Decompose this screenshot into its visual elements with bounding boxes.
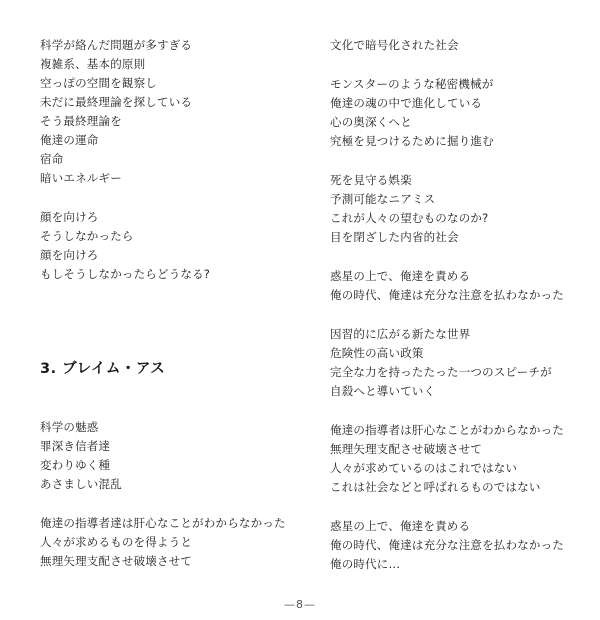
lyric-line: 変わりゆく種 — [40, 458, 111, 472]
lyric-line: 自殺へと導いていく — [330, 384, 436, 398]
lyric-line: 空っぽの空間を観察し — [40, 76, 157, 90]
lyric-line: 俺達の運命 — [40, 133, 99, 147]
lyric-line: 無理矢理支配させ破壊させて — [330, 442, 483, 456]
lyric-line: 人々が求めるものを得ようと — [40, 535, 193, 549]
section-heading: 3. ブレイム・アス — [40, 361, 166, 377]
lyric-line: 予測可能なニアミス — [330, 192, 436, 206]
lyric-line: 目を閉ざした内省的社会 — [330, 230, 459, 244]
lyric-line: そうしなかったら — [40, 229, 134, 243]
lyric-line: 顔を向けろ — [40, 210, 99, 224]
lyric-line: もしそうしなかったらどうなる? — [40, 267, 211, 281]
lyric-line: 惑星の上で、俺達を責める — [330, 269, 471, 283]
lyric-line: 俺の時代、俺達は充分な注意を払わなかった — [330, 288, 564, 302]
lyric-line: 顔を向けろ — [40, 248, 99, 262]
lyric-line: 因習的に広がる新たな世界 — [330, 327, 471, 341]
lyric-line: 人々が求めているのはこれではない — [330, 461, 518, 475]
lyric-line: 俺の時代、俺達は充分な注意を払わなかった — [330, 538, 564, 552]
lyric-line: あさましい混乱 — [40, 477, 122, 491]
lyric-line: 完全な力を持ったたった一つのスピーチが — [330, 365, 552, 379]
lyric-line: これが人々の望むものなのか? — [330, 211, 489, 225]
lyric-line: 暗いエネルギー — [40, 171, 122, 185]
lyric-line: 惑星の上で、俺達を責める — [330, 519, 471, 533]
lyric-line: 罪深き信者達 — [40, 439, 111, 453]
lyric-line: 心の奥深くへと — [330, 115, 412, 129]
lyric-line: 科学の魅惑 — [40, 420, 99, 434]
lyric-line: 究極を見つけるために掘り進む — [330, 134, 494, 148]
lyric-line: 俺達の魂の中で進化している — [330, 96, 483, 110]
lyric-line: 未だに最終理論を探している — [40, 95, 193, 109]
lyric-line: 俺達の指導者は肝心なことがわからなかった — [330, 423, 564, 437]
lyric-line: そう最終理論を — [40, 114, 122, 128]
lyric-line: 危険性の高い政策 — [330, 346, 424, 360]
lyric-line: 俺の時代に… — [330, 557, 401, 571]
lyric-line: 科学が絡んだ問題が多すぎる — [40, 38, 193, 52]
lyric-line: 宿命 — [40, 152, 64, 166]
lyric-line: これは社会などと呼ばれるものではない — [330, 480, 541, 494]
lyric-line: 俺達の指導者達は肝心なことがわからなかった — [40, 516, 286, 530]
lyric-line: 文化で暗号化された社会 — [330, 38, 459, 52]
lyric-line: 死を見守る娯楽 — [330, 173, 412, 187]
lyric-line: 無理矢理支配させ破壊させて — [40, 554, 193, 568]
lyric-line: モンスターのような秘密機械が — [330, 77, 494, 91]
lyric-line: 複雑系、基本的原則 — [40, 57, 146, 71]
page-number: —8— — [284, 598, 316, 611]
